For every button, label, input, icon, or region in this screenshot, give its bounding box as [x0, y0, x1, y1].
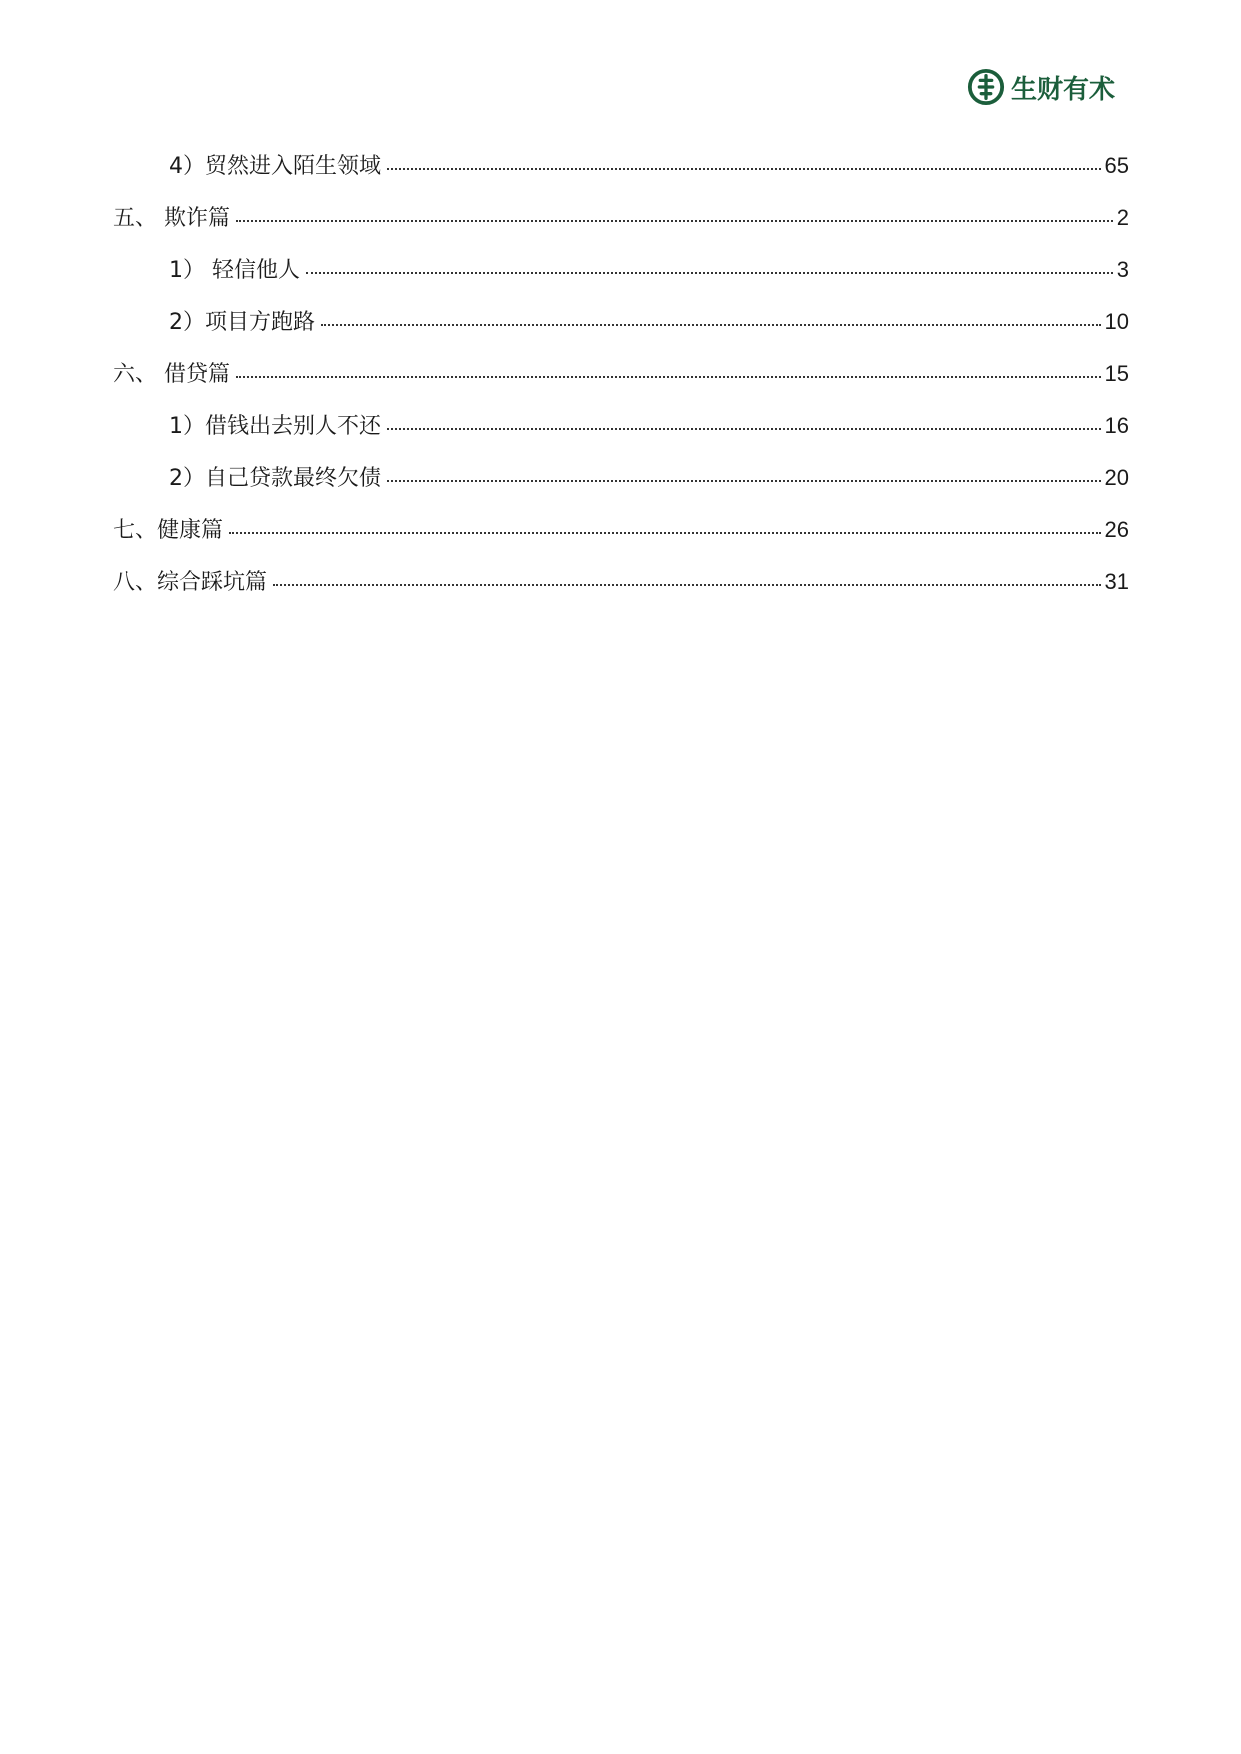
- toc-entry-label: 1） 轻信他人: [169, 258, 300, 283]
- coin-logo-icon: [967, 68, 1005, 106]
- toc-entry[interactable]: [169, 304, 1129, 340]
- toc-leader-dots: [236, 220, 1113, 222]
- toc-entry-page: 2: [1116, 205, 1129, 230]
- toc-entry[interactable]: [113, 564, 1129, 600]
- toc-entry-page: 31: [1104, 569, 1129, 594]
- toc-entry-label: 八、综合踩坑篇: [113, 570, 268, 595]
- toc-leader-dots: [273, 584, 1101, 586]
- toc-entry-page: 26: [1104, 517, 1129, 542]
- toc-entry-page: 20: [1104, 465, 1129, 490]
- logo-text: 生财有术: [1011, 74, 1116, 105]
- toc-entry-label: 六、 借贷篇: [113, 362, 230, 387]
- toc-entry-label: 2）自己贷款最终欠债: [169, 466, 381, 491]
- toc-entry-page: 10: [1104, 309, 1129, 334]
- toc-entry-label: 2）项目方跑路: [169, 310, 315, 335]
- toc-entry[interactable]: [169, 148, 1129, 184]
- toc-entry-label: 七、健康篇: [113, 518, 224, 543]
- toc-entry[interactable]: [169, 408, 1129, 444]
- toc-entry-label: 五、 欺诈篇: [113, 206, 230, 231]
- toc-leader-dots: [387, 480, 1101, 482]
- toc-entry[interactable]: [113, 200, 1129, 236]
- toc-entry-page: 65: [1104, 153, 1129, 178]
- toc-entry-label: 4）贸然进入陌生领域: [169, 154, 381, 179]
- toc-entry[interactable]: [113, 512, 1129, 548]
- toc-entry-page: 16: [1104, 413, 1129, 438]
- toc-leader-dots: [229, 532, 1101, 534]
- toc-leader-dots: [306, 272, 1113, 274]
- toc-entry-page: 15: [1104, 361, 1129, 386]
- toc-leader-dots: [387, 168, 1101, 170]
- toc-entry[interactable]: [169, 252, 1129, 288]
- brand-logo: [967, 64, 1115, 110]
- toc-entry[interactable]: [113, 356, 1129, 392]
- toc-entry-label: 1）借钱出去别人不还: [169, 414, 381, 439]
- toc-leader-dots: [321, 324, 1101, 326]
- toc-leader-dots: [236, 376, 1101, 378]
- toc-leader-dots: [387, 428, 1101, 430]
- toc-entry-page: 3: [1116, 257, 1129, 282]
- toc-entry[interactable]: [169, 460, 1129, 496]
